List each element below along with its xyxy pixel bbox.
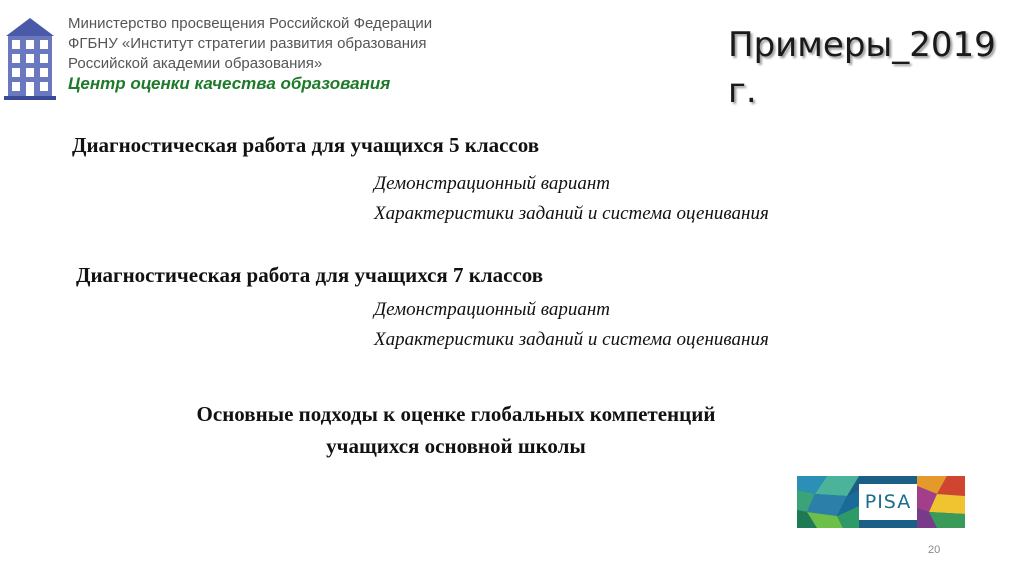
link-demo-variant-grade-5[interactable]: Демонстрационный вариант [374, 173, 610, 194]
page-number: 20 [928, 544, 941, 556]
global-competencies-line-2: учащихся основной школы [326, 434, 586, 458]
section-heading-grade-7: Диагностическая работа для учащихся 7 классов [76, 263, 544, 287]
org-line-academy: Российской академии образования» [68, 55, 323, 72]
global-competencies-heading[interactable] [100, 398, 812, 462]
organization-logo [4, 10, 504, 105]
organization-name [68, 14, 432, 94]
org-center-name: Центр оценки качества образования [68, 74, 391, 93]
pisa-text-box [859, 484, 917, 520]
building-icon [4, 16, 56, 100]
section-heading-grade-5: Диагностическая работа для учащихся 5 классов [72, 133, 540, 157]
global-competencies-line-1: Основные подходы к оценке глобальных компетенций [196, 402, 716, 426]
link-task-specs-grade-7[interactable]: Характеристики заданий и система оценивания [374, 329, 769, 350]
slide-title: Примеры_2019 г. [728, 25, 996, 111]
link-task-specs-grade-5[interactable]: Характеристики заданий и система оценивания [374, 203, 769, 224]
org-line-ministry: Министерство просвещения Российской Федерации [68, 15, 433, 32]
pisa-logo [797, 476, 965, 528]
link-demo-variant-grade-7[interactable]: Демонстрационный вариант [374, 299, 610, 320]
org-line-institute: ФГБНУ «Институт стратегии развития образования [68, 35, 427, 52]
pisa-text: PISA [864, 491, 912, 513]
